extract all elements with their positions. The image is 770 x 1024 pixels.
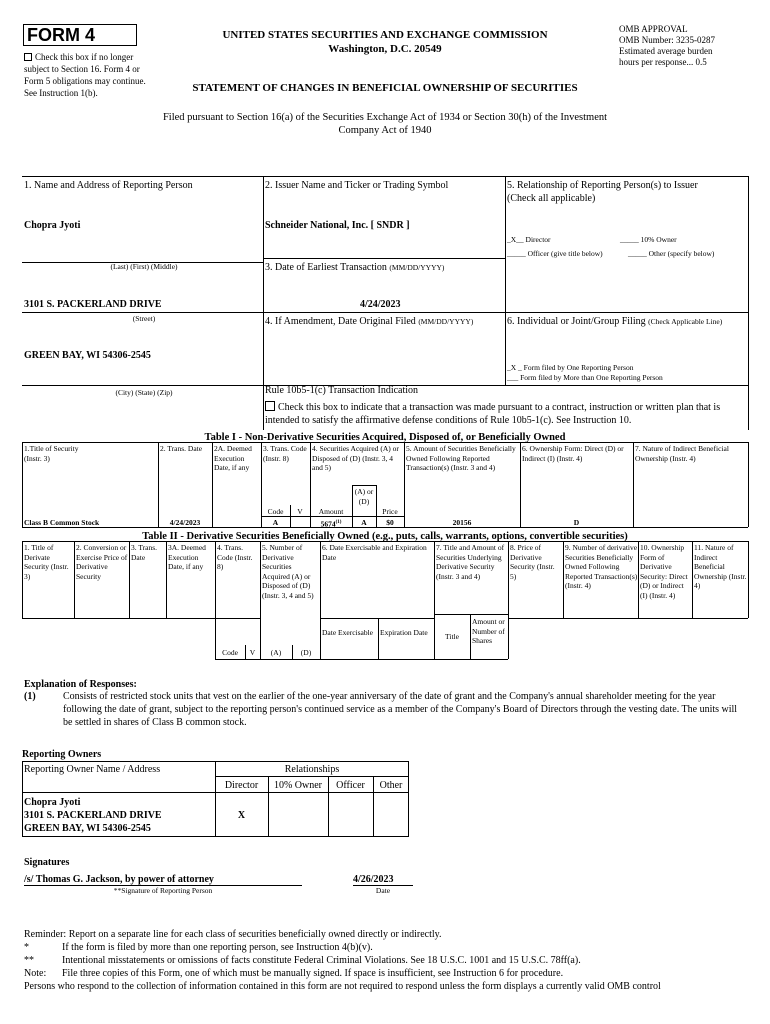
statement-title: STATEMENT OF CHANGES IN BENEFICIAL OWNERSHIP OF SECURITIES — [192, 82, 578, 94]
t1-row-form: D — [573, 518, 580, 527]
box6-one-person: _X _ Form filed by One Reporting Person — [507, 363, 634, 372]
t1-row-title: Class B Common Stock — [24, 518, 100, 527]
section16-check-text: Check this box if no longer subject to Section 16. Form 4 or Form 5 obligations may continue. See Instruction 1(b). — [24, 52, 146, 98]
form-title: FORM 4 — [27, 25, 96, 45]
t1-sub-v: V — [297, 507, 303, 516]
box5-label: 5. Relationship of Reporting Person(s) to Issuer — [507, 180, 698, 191]
signature-date: 4/26/2023 — [353, 874, 394, 885]
t2-h4: 4. Trans. Code (Instr. 8) — [217, 543, 253, 571]
t2-h3: 3. Trans. Date — [131, 543, 158, 562]
owners-col-other: Other — [379, 780, 403, 791]
owners-col-director: Director — [224, 780, 259, 791]
t2-sub-code: Code — [222, 648, 238, 657]
table1-title: Table I - Non-Derivative Securities Acquired, Disposed of, or Beneficially Owned — [204, 432, 566, 443]
reminder: Reminder: Report on a separate line for each class of securities beneficially owned directly or indirectly. — [24, 929, 442, 940]
owners-heading: Reporting Owners — [22, 749, 102, 760]
other-mark: _____ Other (specify below) — [628, 249, 715, 258]
t2-sub-d: (D) — [300, 648, 312, 657]
t2-sub-title: Title — [445, 632, 459, 641]
explanation-heading: Explanation of Responses: — [24, 679, 137, 690]
t1-sub-ad: (A) or (D) — [354, 487, 374, 506]
t1-h4: 4. Securities Acquired (A) or Disposed of (D) (Instr. 3, 4 and 5) — [312, 444, 399, 472]
owners-col-name: Reporting Owner Name / Address — [24, 764, 161, 775]
t1-row-date: 4/24/2023 — [169, 518, 201, 527]
section16-check-note — [24, 51, 154, 99]
signer-name: /s/ Thomas G. Jackson, by power of attorney — [24, 874, 214, 885]
name-sublabel: (Last) (First) (Middle) — [110, 262, 178, 271]
star1-text: If the form is filed by more than one reporting person, see Instruction 4(b)(v). — [62, 942, 373, 953]
rule-label: Rule 10b5-1(c) Transaction Indication — [265, 385, 419, 396]
box3-label: 3. Date of Earliest Transaction (MM/DD/YYYY) — [265, 262, 445, 273]
t2-h5: 5. Number of Derivative Securities Acquired (A) or Disposed of (D) (Instr. 3, 4 and 5) — [262, 543, 314, 600]
t2-h3a: 3A. Deemed Execution Date, if any — [168, 543, 206, 571]
omb-burden: Estimated average burden — [619, 46, 713, 56]
t2-h10: 10. Ownership Form of Derivative Security: Direct (D) or Indirect (I) (Instr. 4) — [640, 543, 688, 600]
owners-col-ten: 10% Owner — [273, 780, 323, 791]
t1-sub-amount: Amount — [318, 507, 344, 516]
owner-line3: GREEN BAY, WI 54306-2545 — [24, 823, 151, 834]
agency-city: Washington, D.C. 20549 — [328, 43, 442, 55]
issuer-name: Schneider National, Inc. [ SNDR ] — [265, 220, 410, 231]
t2-sub-exercisable: Date Exercisable — [322, 628, 374, 637]
star2-text: Intentional misstatements or omissions of facts constitute Federal Criminal Violations. See 18 U.S.C. 1001 and 15 U.S.C. 78ff(a). — [62, 955, 581, 966]
t2-h8: 8. Price of Derivative Security (Instr. 5) — [510, 543, 555, 581]
ten-pct-mark: _____ 10% Owner — [620, 235, 677, 244]
box2-label: 2. Issuer Name and Ticker or Trading Symbol — [265, 180, 449, 191]
t1-sub-code: Code — [267, 507, 284, 516]
t1-row-ad: A — [361, 518, 367, 527]
t2-h11: 11. Nature of Indirect Beneficial Ownership (Instr. 4) — [694, 543, 747, 590]
t1-row-price: $0 — [386, 518, 394, 527]
owners-col-officer: Officer — [336, 780, 365, 791]
t2-h1: 1. Title of Derivate Security (Instr. 3) — [24, 543, 69, 581]
t1-h7: 7. Nature of Indirect Beneficial Ownership (Instr. 4) — [635, 444, 729, 463]
owner-line2: 3101 S. PACKERLAND DRIVE — [24, 810, 162, 821]
omb-number: OMB Number: 3235-0287 — [619, 35, 715, 45]
box6-label: 6. Individual or Joint/Group Filing (Check Applicable Line) — [507, 316, 723, 327]
t1-row-owned: 20156 — [452, 518, 472, 527]
note-mark: Note: — [24, 968, 47, 979]
signature-date-label: Date — [375, 886, 391, 895]
owner-director-mark: X — [237, 810, 246, 821]
box1-label: 1. Name and Address of Reporting Person — [24, 180, 193, 191]
omb-approval — [619, 24, 759, 68]
rule-check — [265, 401, 747, 427]
t1-h3: 3. Trans. Code (Instr. 8) — [263, 444, 307, 463]
table2-title: Table II - Derivative Securities Beneficially Owned (e.g., puts, calls, warrants, options, convertible securities) — [142, 531, 628, 542]
footnote-marker: (1) — [24, 691, 36, 702]
t2-sub-amount: Amount or Number of Shares — [472, 617, 505, 645]
box4-label: 4. If Amendment, Date Original Filed (MM/DD/YYYY) — [265, 316, 474, 327]
city-sublabel: (City) (State) (Zip) — [115, 388, 173, 397]
reporting-street: 3101 S. PACKERLAND DRIVE — [24, 299, 162, 310]
owner-line1: Chopra Jyoti — [24, 797, 81, 808]
rule-text: Check this box to indicate that a transaction was made pursuant to a contract, instruction or written plan that is intended to satisfy the affirmative defense conditions of Rule 10b5-1(c). See Instruction 10. — [265, 402, 721, 426]
signer-label: **Signature of Reporting Person — [113, 886, 213, 895]
t2-sub-v: V — [249, 648, 256, 657]
t1-h5: 5. Amount of Securities Beneficially Owned Following Reported Transaction(s) (Instr. 3 and 4) — [406, 444, 516, 472]
t2-h7: 7. Title and Amount of Securities Underlying Derivative Security (Instr. 3 and 4) — [436, 543, 505, 581]
t1-h1: 1.Title of Security (Instr. 3) — [24, 444, 79, 463]
owners-col-relationships: Relationships — [284, 764, 340, 775]
t1-h2a: 2A. Deemed Execution Date, if any — [214, 444, 252, 472]
signatures-heading: Signatures — [24, 857, 70, 868]
t1-row-code: A — [272, 518, 279, 527]
filed-pursuant: Filed pursuant to Section 16(a) of the Securities Exchange Act of 1934 or Section 30(h) of the Investment Company Act of 1940 — [162, 112, 608, 136]
t2-sub-expiration: Expiration Date — [380, 628, 428, 637]
t1-h6: 6. Ownership Form: Direct (D) or Indirect (I) (Instr. 4) — [522, 444, 624, 463]
t2-h9: 9. Number of derivative Securities Beneficially Owned Following Reported Transaction(s) (Instr. 4) — [565, 543, 638, 590]
street-sublabel: (Street) — [132, 314, 156, 323]
persons-text: Persons who respond to the collection of information contained in this form are not required to respond unless the form displays a currently valid OMB control — [24, 981, 661, 992]
footnote-text: Consists of restricted stock units that vest on the earlier of the one-year anniversary of the date of grant and the Company's annual shareholder meeting for the year following the date of grant, subject to the reporting person's continued service as a member of the Company's Board of Directors through the vesting date. The units will be settled in shares of Class B common stock. — [63, 691, 738, 728]
reporting-city: GREEN BAY, WI 54306-2545 — [24, 350, 151, 361]
omb-hours: hours per response... 0.5 — [619, 57, 707, 67]
agency-name: UNITED STATES SECURITIES AND EXCHANGE COMMISSION — [222, 29, 548, 41]
director-mark: _X__ Director — [507, 235, 551, 244]
star2-mark: ** — [24, 955, 34, 966]
star1-mark: * — [24, 942, 29, 953]
note-text: File three copies of this Form, one of which must be manually signed. If space is insufficient, see Instruction 6 for procedure. — [62, 968, 564, 979]
t2-h2: 2. Conversion or Exercise Price of Derivative Security — [76, 543, 128, 581]
box6-more-persons: ___ Form filed by More than One Reporting Person — [507, 373, 663, 382]
t1-row-amount: 5674$^{(1)}$ — [320, 519, 342, 529]
reporting-person-name: Chopra Jyoti — [24, 220, 81, 231]
t2-h6: 6. Date Exercisable and Expiration Date — [322, 543, 427, 562]
rule-checkbox[interactable] — [265, 401, 275, 411]
t2-sub-a: (A) — [270, 648, 282, 657]
omb-approval-title: OMB APPROVAL — [619, 24, 688, 34]
t1-sub-price: Price — [382, 507, 398, 516]
officer-mark: _____ Officer (give title below) — [507, 249, 603, 258]
earliest-date: 4/24/2023 — [360, 299, 401, 310]
section16-checkbox[interactable] — [24, 53, 32, 61]
box5-sublabel: (Check all applicable) — [507, 193, 596, 204]
t1-h2: 2. Trans. Date — [160, 444, 203, 453]
